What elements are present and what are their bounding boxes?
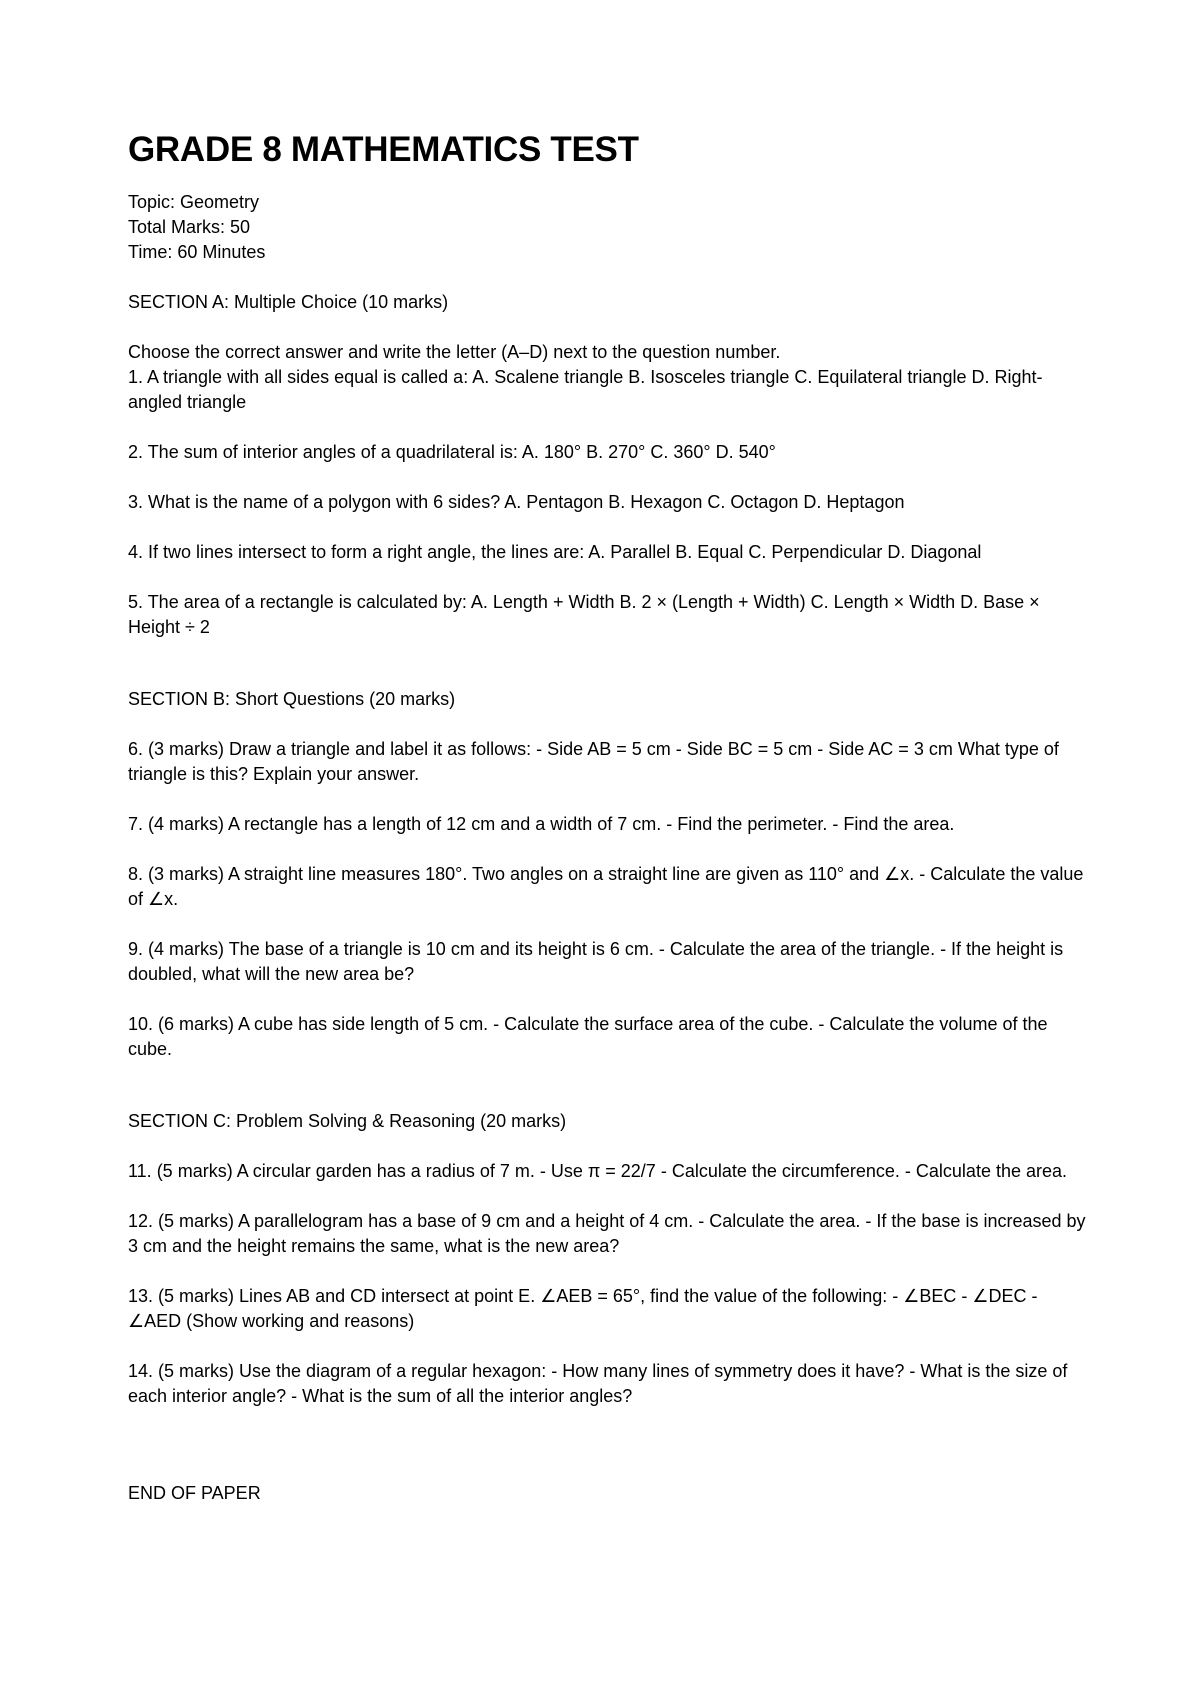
question-7: 7. (4 marks) A rectangle has a length of 12 cm and a width of 7 cm. - Find the perimeter. - Find the area.	[128, 814, 955, 834]
question-12: 12. (5 marks) A parallelogram has a base of 9 cm and a height of 4 cm. - Calculate the area. - If the base is increased by 3 cm and the height remains the same, what is the new area?	[128, 1211, 1086, 1256]
question-10: 10. (6 marks) A cube has side length of 5 cm. - Calculate the surface area of the cube. - Calculate the volume of the cube.	[128, 1014, 1048, 1059]
end-of-paper: END OF PAPER	[128, 1483, 261, 1503]
section-b-heading: SECTION B: Short Questions (20 marks)	[128, 689, 456, 709]
topic-line: Topic: Geometry	[128, 192, 260, 212]
section-a-heading: SECTION A: Multiple Choice (10 marks)	[128, 292, 449, 312]
question-14: 14. (5 marks) Use the diagram of a regular hexagon: - How many lines of symmetry does it have? - What is the size of each interior angle? - What is the sum of all the interior angles?	[128, 1361, 1068, 1406]
question-2: 2. The sum of interior angles of a quadrilateral is: A. 180° B. 270° C. 360° D. 540°	[128, 442, 776, 462]
question-6: 6. (3 marks) Draw a triangle and label it as follows: - Side AB = 5 cm - Side BC = 5 cm - Side AC = 3 cm What type of triangle is this? Explain your answer.	[128, 739, 1059, 784]
page-title: GRADE 8 MATHEMATICS TEST	[128, 130, 639, 169]
section-c-heading: SECTION C: Problem Solving & Reasoning (20 marks)	[128, 1111, 567, 1131]
time-line: Time: 60 Minutes	[128, 242, 266, 262]
question-4: 4. If two lines intersect to form a right angle, the lines are: A. Parallel B. Equal C. Perpendicular D. Diagonal	[128, 542, 982, 562]
question-13: 13. (5 marks) Lines AB and CD intersect at point E. ∠AEB = 65°, find the value of the following: - ∠BEC - ∠DEC - ∠AED (Show working and reasons)	[128, 1286, 1038, 1331]
section-a-instruction: Choose the correct answer and write the letter (A–D) next to the question number.	[128, 342, 781, 362]
question-3: 3. What is the name of a polygon with 6 sides? A. Pentagon B. Hexagon C. Octagon D. Heptagon	[128, 492, 905, 512]
test-paper	[128, 130, 1088, 1506]
question-1: 1. A triangle with all sides equal is called a: A. Scalene triangle B. Isosceles triangle C. Equilateral triangle D. Right-angled triangle	[128, 367, 1043, 412]
question-9: 9. (4 marks) The base of a triangle is 10 cm and its height is 6 cm. - Calculate the area of the triangle. - If the height is doubled, what will the new area be?	[128, 939, 1064, 984]
total-marks-line: Total Marks: 50	[128, 217, 251, 237]
question-8: 8. (3 marks) A straight line measures 180°. Two angles on a straight line are given as 110° and ∠x. - Calculate the value of ∠x.	[128, 864, 1084, 909]
question-5: 5. The area of a rectangle is calculated by: A. Length + Width B. 2 × (Length + Width) C. Length × Width D. Base × Height ÷ 2	[128, 592, 1040, 637]
question-11: 11. (5 marks) A circular garden has a radius of 7 m. - Use π = 22/7 - Calculate the circumference. - Calculate the area.	[128, 1161, 1068, 1181]
